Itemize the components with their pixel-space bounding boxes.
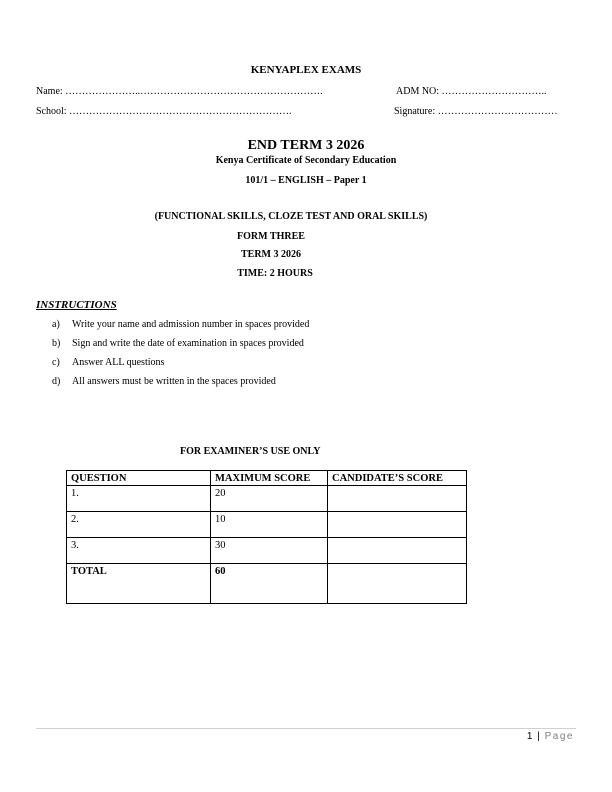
examiner-score-table <box>66 470 467 604</box>
time-label: TIME: 2 HOURS <box>237 268 313 279</box>
instruction-label: a) <box>52 319 60 330</box>
form-label: FORM THREE <box>237 231 305 242</box>
max-score-cell: 10 <box>211 512 328 538</box>
page-number: 1 <box>526 731 533 742</box>
page-footer <box>527 731 574 742</box>
total-row <box>67 564 467 604</box>
instruction-text: All answers must be written in the spaces provided <box>72 376 276 387</box>
candidate-score-cell[interactable] <box>328 538 467 564</box>
page-separator: | <box>537 731 540 742</box>
paper-title: 101/1 – ENGLISH – Paper 1 <box>245 175 367 186</box>
total-label-cell: TOTAL <box>67 564 211 604</box>
school-field-label: School: …………………………………………………………. <box>36 106 292 117</box>
certificate-title: Kenya Certificate of Secondary Education <box>215 155 397 166</box>
instruction-item <box>52 338 304 349</box>
total-max-score-cell: 60 <box>211 564 328 604</box>
question-cell: 1. <box>67 486 211 512</box>
skills-subtitle: (FUNCTIONAL SKILLS, CLOZE TEST AND ORAL SKILLS) <box>154 211 428 222</box>
footer-divider <box>36 728 576 729</box>
max-score-cell: 30 <box>211 538 328 564</box>
candidate-score-cell[interactable] <box>328 512 467 538</box>
instruction-item <box>52 376 276 387</box>
instruction-label: d) <box>52 376 61 387</box>
instruction-text: Answer ALL questions <box>72 357 165 368</box>
instruction-label: c) <box>52 357 60 368</box>
table-row <box>67 512 467 538</box>
max-score-cell: 20 <box>211 486 328 512</box>
examiner-table-title: FOR EXAMINER’S USE ONLY <box>180 446 321 457</box>
question-cell: 2. <box>67 512 211 538</box>
instruction-item <box>52 357 164 368</box>
adm-no-field-label: ADM NO: ………………………….. <box>396 86 547 97</box>
table-row <box>67 486 467 512</box>
page-word: Page <box>544 731 574 742</box>
instruction-item <box>52 319 309 330</box>
column-header-candidate-score: CANDIDATE’S SCORE <box>328 471 467 486</box>
instruction-label: b) <box>52 338 61 349</box>
column-header-maximum-score: MAXIMUM SCORE <box>211 471 328 486</box>
total-candidate-score-cell[interactable] <box>328 564 467 604</box>
exam-title: END TERM 3 2026 <box>247 138 365 153</box>
instruction-text: Write your name and admission number in spaces provided <box>72 319 310 330</box>
exam-body-title: KENYAPLEX EXAMS <box>250 64 362 76</box>
question-cell: 3. <box>67 538 211 564</box>
instruction-text: Sign and write the date of examination in spaces provided <box>72 338 304 349</box>
table-row <box>67 538 467 564</box>
name-field-label: Name: …………………..………………………………………………. <box>36 86 323 97</box>
table-header-row <box>67 471 467 486</box>
column-header-question: QUESTION <box>67 471 211 486</box>
instructions-heading: INSTRUCTIONS <box>36 299 117 311</box>
signature-field-label: Signature: ……………………………… <box>394 106 558 117</box>
term-label: TERM 3 2026 <box>241 249 301 260</box>
candidate-score-cell[interactable] <box>328 486 467 512</box>
